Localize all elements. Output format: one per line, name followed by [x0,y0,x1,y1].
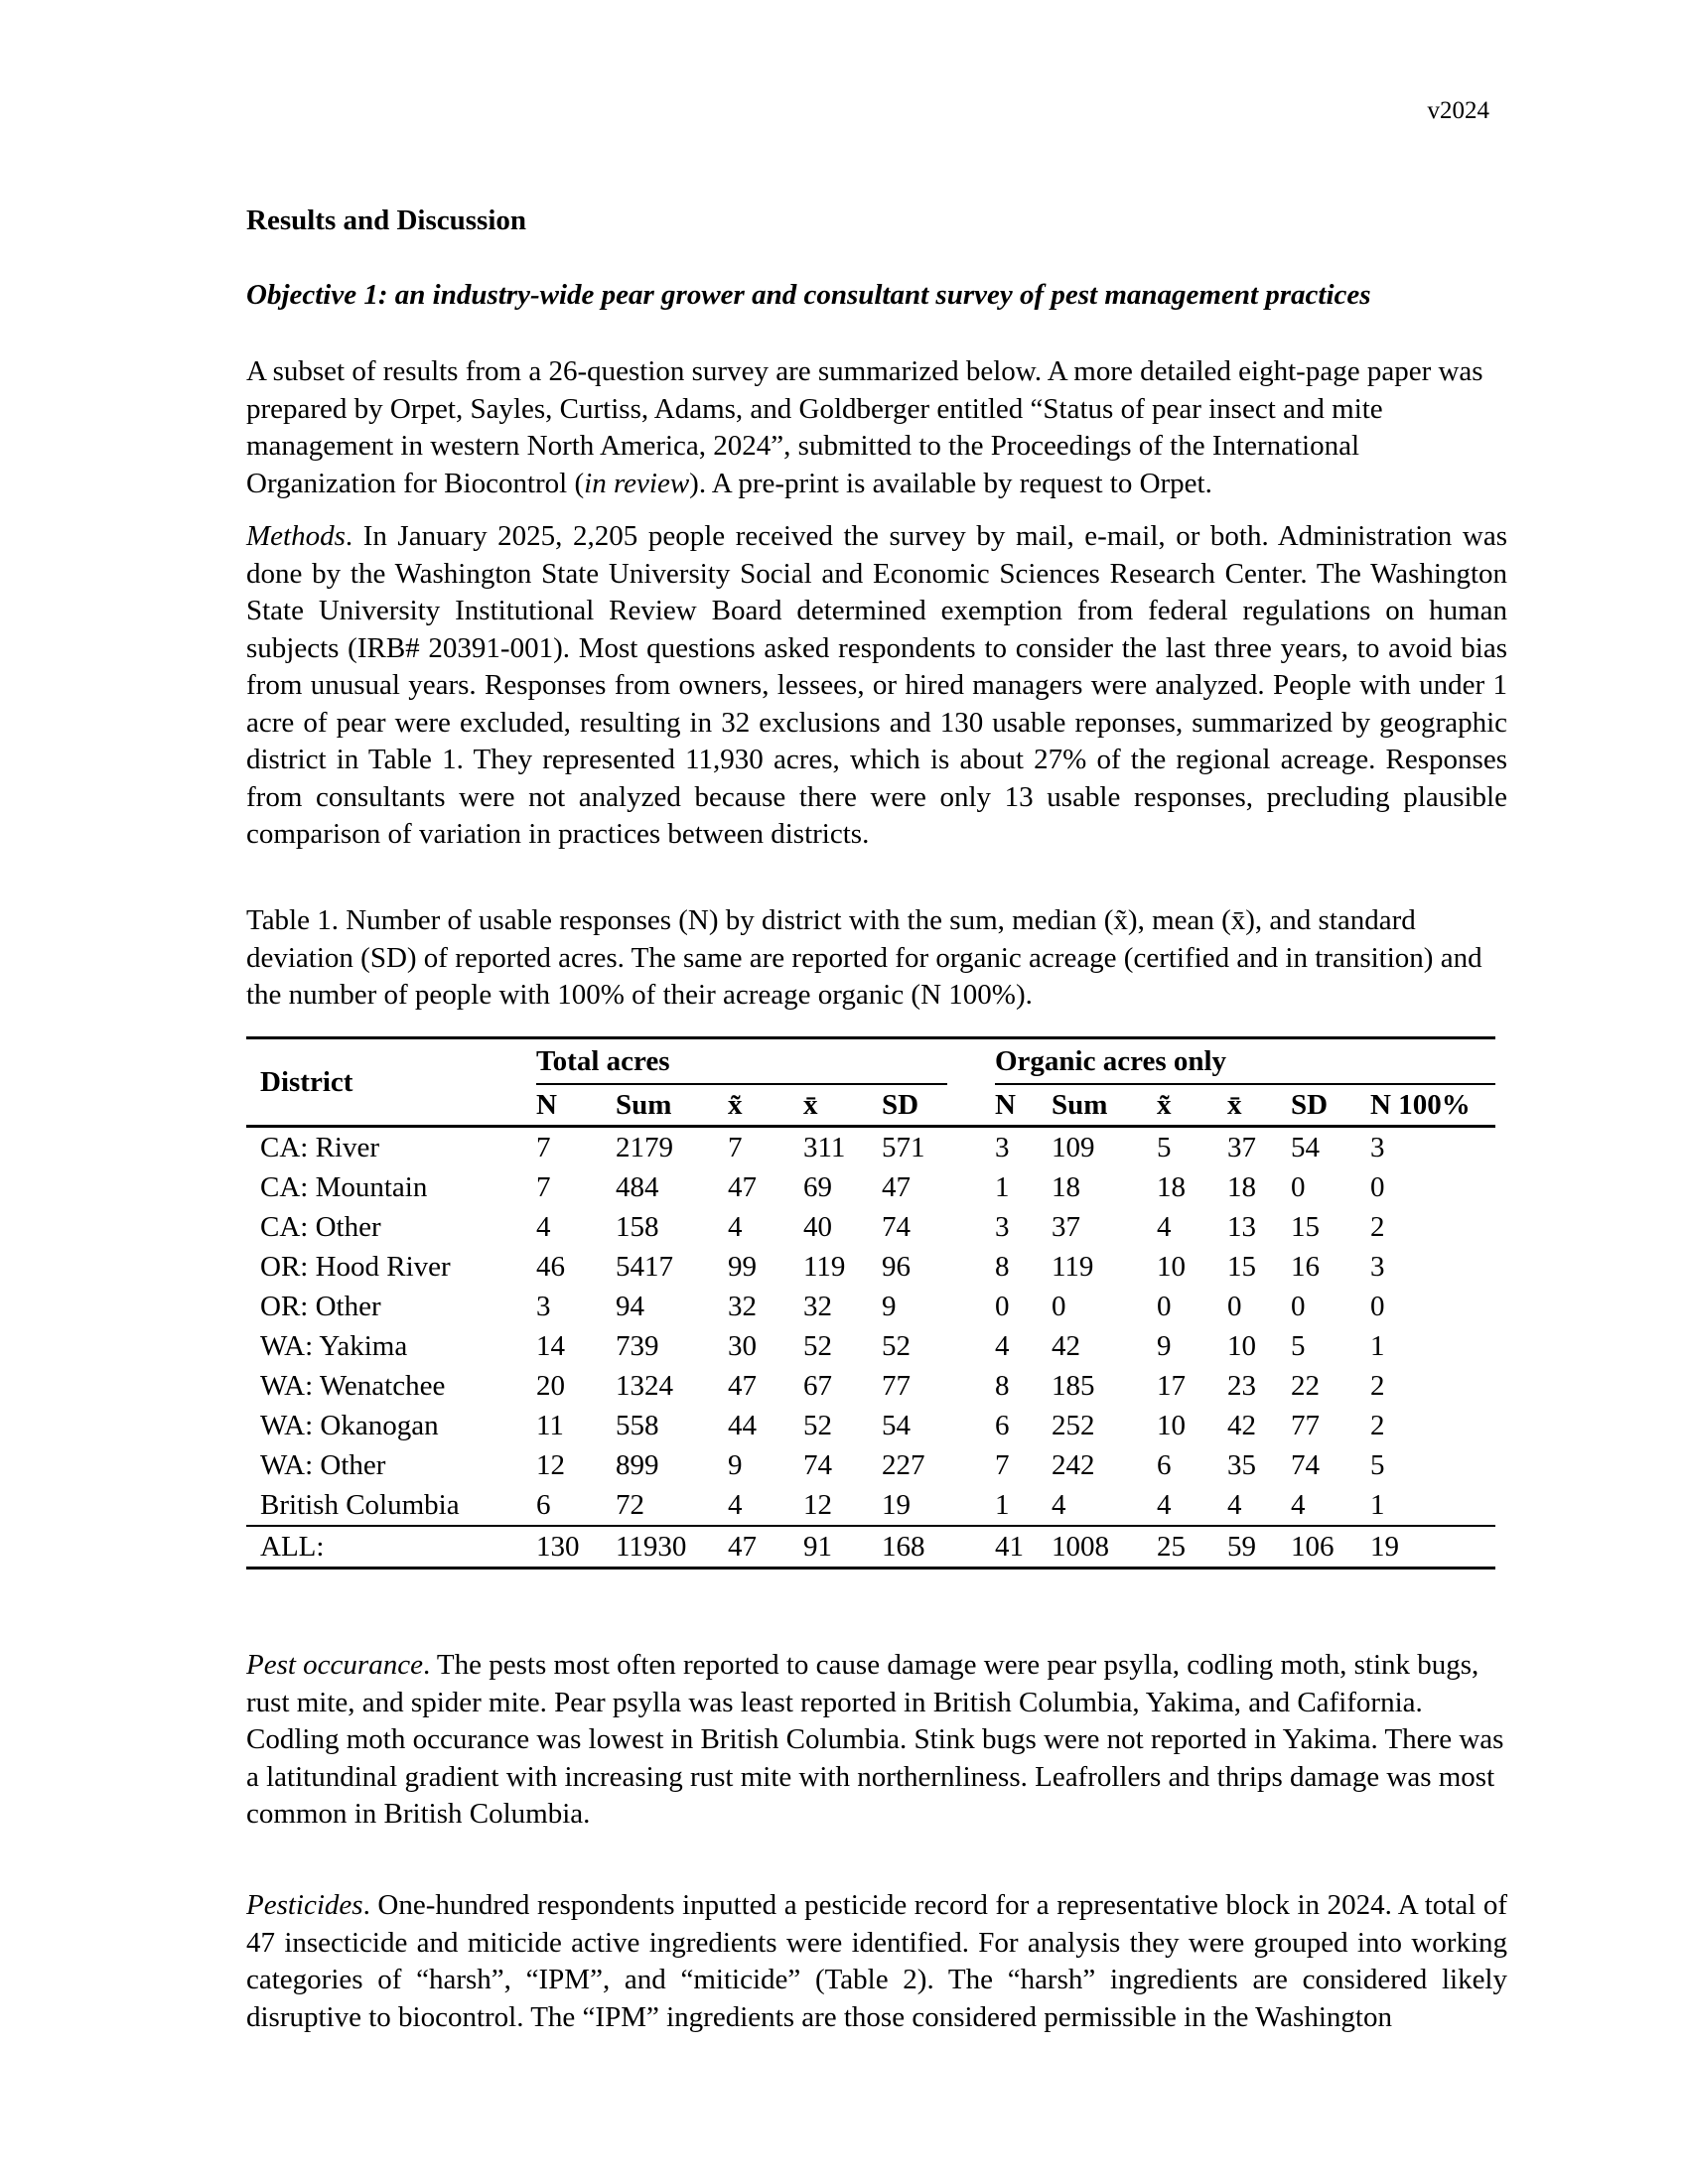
value-cell: 571 [882,1131,925,1163]
pest-body: . The pests most often reported to cause damage were pear psylla, codling moth, stink bugs, rust mite, and spider mite. Pear psylla was least reported in British Columbia, Yakima, and Cafifornia. Codling moth occurance was lowest in British Columbia. Stink bugs were not reported in Yakima. There was a latitundinal gradient with increasing rust mite with northernliness. Leafrollers and thrips damage was most common in British Columbia. [246,1649,1504,1830]
value-cell: 59 [1227,1526,1291,1569]
value-cell: 109 [1052,1131,1095,1163]
value-cell: 185 [1052,1369,1095,1402]
value-cell: 96 [882,1250,911,1283]
value-cell: 7 [995,1448,1010,1481]
value-cell: 99 [728,1250,757,1283]
value-cell: 4 [1157,1488,1172,1521]
gap-cell [947,1287,995,1326]
value-cell: 20 [536,1369,565,1402]
pest-paragraph [246,1647,1507,1834]
value-cell: 7 [728,1131,743,1163]
value-cell: 9 [728,1448,743,1481]
value-cell: 2 [1370,1409,1385,1441]
district-cell: WA: Wenatchee [260,1369,446,1402]
table-row [246,1167,1495,1207]
col-header-organic-n100: N 100% [1370,1084,1495,1127]
methods-lead: Methods [246,520,346,552]
results-heading: Results and Discussion [246,205,527,236]
methods-body: . In January 2025, 2,205 people received the survey by mail, e-mail, or both. Administration was done by the Washington State University Social and Economic Sciences Research Center. The Washington State University Institutional Review Board determined exemption from federal regulations on human subjects (IRB# 20391-001). Most questions asked respondents to consider the last three years, to avoid bias from unusual years. Responses from owners, lessees, or hired managers were analyzed. People with under 1 acre of pear were excluded, resulting in 32 exclusions and 130 usable reponses, summarized by geographic district in Table 1. They represented 11,930 acres, which is about 27% of the regional acreage. Responses from consultants were not analyzed because there were only 13 usable responses, precluding plausible comparison of variation in practices between districts. [246,520,1507,850]
value-cell: 11 [536,1409,564,1441]
value-cell: 3 [1370,1250,1385,1283]
value-cell: 37 [1227,1131,1256,1163]
col-header-organic-mean: x̄ [1227,1084,1291,1127]
gap-cell [947,1485,995,1526]
value-cell: 25 [1157,1526,1227,1569]
value-cell: 91 [803,1526,882,1569]
value-cell: 3 [995,1210,1010,1243]
gap-cell [947,1445,995,1485]
value-cell: 47 [882,1170,911,1203]
table-row [246,1445,1495,1485]
district-cell: WA: Other [260,1448,386,1481]
gap-cell [947,1326,995,1366]
value-cell: 0 [1291,1170,1306,1203]
pesticides-body: . One-hundred respondents inputted a pesticide record for a representative block in 2024. A total of 47 insecticide and miticide active ingredients were identified. For analysis they were grouped into working categories of “harsh”, “IPM”, and “miticide” (Table 2). The “harsh” ingredients are considered likely disruptive to biocontrol. The “IPM” ingredients are those considered permissible in the Washington [246,1889,1507,2033]
value-cell: 3 [536,1290,551,1322]
gap-cell [947,1247,995,1287]
value-cell: 2 [1370,1369,1385,1402]
value-cell: 19 [882,1488,911,1521]
intro-text-post: ). A pre-print is available by request to Orpet. [689,467,1212,499]
value-cell: 1 [1370,1329,1385,1362]
value-cell: 0 [1370,1170,1385,1203]
value-cell: 18 [1052,1170,1080,1203]
value-cell: 739 [616,1329,659,1362]
district-cell: British Columbia [260,1488,460,1521]
district-cell: OR: Other [260,1290,381,1322]
value-cell: 8 [995,1250,1010,1283]
value-cell: 18 [1157,1170,1186,1203]
value-cell: 74 [803,1448,832,1481]
table-row [246,1287,1495,1326]
district-cell: CA: Other [260,1210,381,1243]
value-cell: 46 [536,1250,565,1283]
value-cell: 17 [1157,1369,1186,1402]
objective-heading: Objective 1: an industry-wide pear grower and consultant survey of pest management practices [246,279,1371,311]
value-cell: 44 [728,1409,757,1441]
district-cell: CA: River [260,1131,380,1163]
value-cell: 47 [728,1170,757,1203]
col-header-total-mean: x̄ [803,1084,882,1127]
table-row [246,1526,1495,1569]
value-cell: 558 [616,1409,659,1441]
value-cell: 0 [1370,1290,1385,1322]
value-cell: 22 [1291,1369,1320,1402]
value-cell: 4 [1052,1488,1066,1521]
value-cell: 168 [882,1526,947,1569]
table-row [246,1127,1495,1168]
district-cell: CA: Mountain [260,1170,428,1203]
value-cell: 6 [995,1409,1010,1441]
table-row [246,1406,1495,1445]
value-cell: 52 [882,1329,911,1362]
value-cell: 0 [1227,1290,1242,1322]
value-cell: 77 [882,1369,911,1402]
table1-caption: Table 1. Number of usable responses (N) by district with the sum, median (x̃), mean (x̄), and standard deviation (SD) of reported acres. The same are reported for organic acreage (certified and in transition) and the number of people with 100% of their acreage organic (N 100%). [246,904,1482,1011]
value-cell: 74 [1291,1448,1320,1481]
intro-paragraph [246,353,1507,502]
value-cell: 94 [616,1290,644,1322]
value-cell: 40 [803,1210,832,1243]
value-cell: 1324 [616,1369,673,1402]
value-cell: 37 [1052,1210,1080,1243]
value-cell: 72 [616,1488,644,1521]
value-cell: 130 [536,1526,616,1569]
value-cell: 5 [1370,1448,1385,1481]
gap-cell [947,1127,995,1168]
col-header-total-sum: Sum [616,1084,728,1127]
col-header-total-n: N [536,1084,616,1127]
value-cell: 5 [1291,1329,1306,1362]
gap-cell [947,1406,995,1445]
value-cell: 2 [1370,1210,1385,1243]
value-cell: 30 [728,1329,757,1362]
value-cell: 5 [1157,1131,1172,1163]
value-cell: 7 [536,1170,551,1203]
value-cell: 8 [995,1369,1010,1402]
gap-cell [947,1366,995,1406]
col-header-organic-sd: SD [1291,1084,1370,1127]
col-header-district: District [246,1038,536,1127]
table-row [246,1326,1495,1366]
header-gap [947,1038,995,1085]
value-cell: 4 [1291,1488,1306,1521]
value-cell: 4 [1227,1488,1242,1521]
gap-cell [947,1526,995,1569]
value-cell: 52 [803,1329,832,1362]
intro-text-italic: in review [584,467,690,499]
value-cell: 7 [536,1131,551,1163]
gap-cell [947,1207,995,1247]
value-cell: 32 [803,1290,832,1322]
value-cell: 6 [536,1488,551,1521]
value-cell: 3 [995,1131,1010,1163]
value-cell: 42 [1227,1409,1256,1441]
value-cell: 4 [995,1329,1010,1362]
value-cell: 4 [728,1488,743,1521]
value-cell: 242 [1052,1448,1095,1481]
value-cell: 13 [1227,1210,1256,1243]
value-cell: 14 [536,1329,565,1362]
table1 [246,1036,1495,1570]
value-cell: 2179 [616,1131,673,1163]
col-header-total-sd: SD [882,1084,947,1127]
value-cell: 0 [1157,1290,1172,1322]
value-cell: 32 [728,1290,757,1322]
value-cell: 1 [1370,1488,1385,1521]
pesticides-lead: Pesticides [246,1889,363,1921]
value-cell: 12 [803,1488,832,1521]
value-cell: 0 [1291,1290,1306,1322]
col-header-organic-median: x̃ [1157,1084,1227,1127]
value-cell: 11930 [616,1526,728,1569]
district-cell: OR: Hood River [260,1250,451,1283]
col-header-organic-n: N [995,1084,1052,1127]
value-cell: 6 [1157,1448,1172,1481]
value-cell: 0 [995,1290,1010,1322]
value-cell: 54 [1291,1131,1320,1163]
pest-lead: Pest occurance [246,1649,423,1681]
pesticides-paragraph [246,1887,1507,2036]
district-cell: WA: Yakima [260,1329,408,1362]
table1-body [246,1127,1495,1569]
group-header-total-acres: Total acres [536,1038,947,1085]
value-cell: 41 [995,1526,1052,1569]
intro-text-pre: A subset of results from a 26-question survey are summarized below. A more detailed eight-page paper was prepared by Orpet, Sayles, Curtiss, Adams, and Goldberger entitled “Status of pear insect and mite management in western North America, 2024”, submitted to the Proceedings of the International Organization for Biocontrol ( [246,355,1483,499]
value-cell: 47 [728,1526,803,1569]
value-cell: 16 [1291,1250,1320,1283]
value-cell: 227 [882,1448,925,1481]
value-cell: 1008 [1052,1526,1157,1569]
value-cell: 158 [616,1210,659,1243]
value-cell: 119 [803,1250,846,1283]
value-cell: 19 [1370,1526,1495,1569]
value-cell: 9 [1157,1329,1172,1362]
value-cell: 899 [616,1448,659,1481]
table1-wrapper [246,1036,1495,1570]
value-cell: 18 [1227,1170,1256,1203]
table-row [246,1485,1495,1526]
table1-header [246,1038,1495,1127]
value-cell: 0 [1052,1290,1066,1322]
value-cell: 484 [616,1170,659,1203]
group-header-organic-acres: Organic acres only [995,1038,1495,1085]
value-cell: 54 [882,1409,911,1441]
value-cell: 9 [882,1290,897,1322]
table-row [246,1247,1495,1287]
value-cell: 23 [1227,1369,1256,1402]
value-cell: 1 [995,1170,1010,1203]
value-cell: 10 [1157,1250,1186,1283]
value-cell: 47 [728,1369,757,1402]
district-cell: ALL: [246,1526,536,1569]
value-cell: 12 [536,1448,565,1481]
district-cell: WA: Okanogan [260,1409,439,1441]
value-cell: 15 [1291,1210,1320,1243]
value-cell: 252 [1052,1409,1095,1441]
table-row [246,1207,1495,1247]
value-cell: 3 [1370,1131,1385,1163]
value-cell: 10 [1227,1329,1256,1362]
col-header-total-median: x̃ [728,1084,803,1127]
header-gap2 [947,1084,995,1127]
value-cell: 1 [995,1488,1010,1521]
value-cell: 67 [803,1369,832,1402]
value-cell: 77 [1291,1409,1320,1441]
col-header-organic-sum: Sum [1052,1084,1157,1127]
methods-paragraph [246,518,1507,854]
value-cell: 35 [1227,1448,1256,1481]
value-cell: 15 [1227,1250,1256,1283]
value-cell: 52 [803,1409,832,1441]
value-cell: 4 [536,1210,551,1243]
version-label: v2024 [1427,97,1489,124]
value-cell: 311 [803,1131,846,1163]
value-cell: 5417 [616,1250,673,1283]
value-cell: 10 [1157,1409,1186,1441]
value-cell: 4 [728,1210,743,1243]
table-row [246,1366,1495,1406]
value-cell: 74 [882,1210,911,1243]
value-cell: 106 [1291,1526,1370,1569]
value-cell: 69 [803,1170,832,1203]
value-cell: 119 [1052,1250,1094,1283]
value-cell: 42 [1052,1329,1080,1362]
value-cell: 4 [1157,1210,1172,1243]
gap-cell [947,1167,995,1207]
